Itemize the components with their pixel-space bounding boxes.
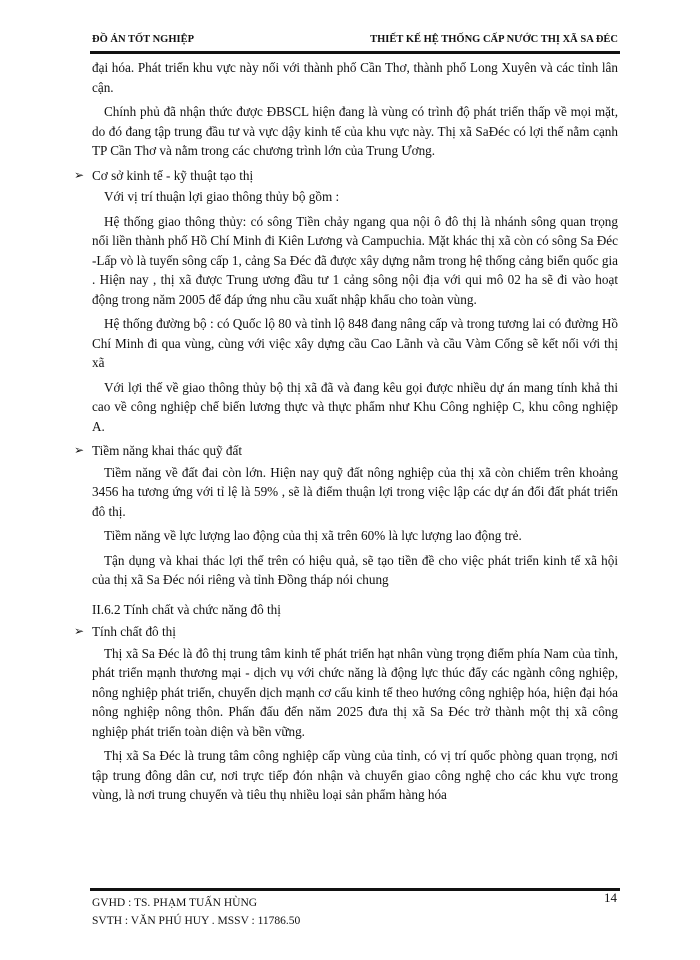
page-header <box>92 34 618 50</box>
section-heading: II.6.2 Tính chất và chức năng đô thị <box>92 601 281 617</box>
paragraph: Thị xã Sa Đéc là trung tâm công nghiệp cấp vùng của tỉnh, có vị trí quốc phòng quan trọng, nơi tập trung đông dân cư, nơi trực tiếp đón nhận và chuyển giao công nghệ cho các khu vực trong vùng, là nơi trung chuyển và tiêu thụ nhiều loại sản phẩm hàng hóa <box>92 748 618 802</box>
arrow-bullet-icon: ➢ <box>74 624 85 638</box>
bullet-heading <box>74 622 618 642</box>
footer-student: SVTH : VĂN PHÚ HUY . MSSV : 11786.50 <box>92 915 301 927</box>
arrow-bullet-icon: ➢ <box>74 443 85 457</box>
page-body <box>74 58 618 810</box>
bullet-heading-text: Cơ sở kinh tế - kỹ thuật tạo thị <box>92 167 254 183</box>
header-divider <box>90 51 620 54</box>
footer-divider <box>90 888 620 891</box>
paragraph: Với vị trí thuận lợi giao thông thủy bộ gồm : <box>104 189 340 204</box>
arrow-bullet-icon: ➢ <box>74 167 85 182</box>
paragraph: đại hóa. Phát triển khu vực này nối với thành phố Cần Thơ, thành phố Long Xuyên và các tỉnh lân cận. <box>92 60 618 95</box>
paragraph: Hệ thống đường bộ : có Quốc lộ 80 và tỉnh lộ 848 đang nâng cấp và trong tương lai có đường Hồ Chí Minh đi qua vùng, cùng với việc xây dựng cầu Cao Lãnh và cầu Vàm Cống sẽ kết nối với thị xã <box>92 316 618 370</box>
footer-supervisor: GVHD : TS. PHẠM TUẤN HÙNG <box>92 897 258 909</box>
paragraph: Tận dụng và khai thác lợi thế trên có hiệu quả, sẽ tạo tiền đề cho việc phát triển kinh tế xã hội của thị xã Sa Đéc nói riêng và tỉnh Đồng tháp nói chung <box>92 552 618 587</box>
header-left-title: ĐỒ ÁN TỐT NGHIỆP <box>92 34 195 45</box>
paragraph: Tiềm năng về lực lượng lao động của thị xã trên 60% là lực lượng lao động trẻ. <box>104 528 522 543</box>
header-right-title: THIẾT KẾ HỆ THỐNG CẤP NƯỚC THỊ XÃ SA ĐÉC <box>370 34 618 45</box>
paragraph: Tiềm năng về đất đai còn lớn. Hiện nay quỹ đất nông nghiệp của thị xã còn chiếm trên khoảng 3456 ha tương ứng với tỉ lệ là 59% , sẽ là điểm thuận lợi trong việc lập các dự án đổi đất phát triển đô thị. <box>92 464 618 519</box>
bullet-heading-text: Tiềm năng khai thác quỹ đất <box>92 443 243 458</box>
bullet-heading-text: Tính chất đô thị <box>92 624 176 639</box>
paragraph: Chính phủ đã nhận thức được ĐBSCL hiện đang là vùng có trình độ phát triển thấp về mọi mặt, do đó đang tập trung đầu tư và vực dậy kinh tế của khu vực này. Thị xã SaĐéc có lợi thế nằm cạnh TP Cần Thơ và nằm trong các chương trình lớn của Trung Ương. <box>92 104 618 158</box>
paragraph: Thị xã Sa Đéc là đô thị trung tâm kinh tế phát triển hạt nhân vùng trọng điểm phía Nam của tỉnh, phát triển mạnh thương mại - dịch vụ với chức năng là động lực thúc đẩy các ngành công nghiệp, nông nghiệp phát triển, chuyển dịch mạnh cơ cấu kinh tế theo hướng công nghiệp hóa, hiện đại hóa nông nghiệp nông thôn. Phấn đấu đến năm 2025 đưa thị xã Sa Đéc trở thành một thị xã công nghiệp phát triển toàn diện và bền vững. <box>92 645 618 739</box>
page-footer <box>92 894 300 930</box>
paragraph: Hệ thống giao thông thủy: có sông Tiền chảy ngang qua nội ô đô thị là nhánh sông quan trọng nối liền thành phố Hồ Chí Minh đi Kiên Lương và Campuchia. Mặt khác thị xã còn có sông Sa Đéc -Lấp vò là tuyến sông cấp 1, cảng Sa Đéc đã được xây dựng nằm trong hệ thống cảng biển quốc gia . Hiện nay , thị xã được Trung ương đầu tư 1 cảng sông nội địa với qui mô 02 ha sẽ đi vào hoạt động trong năm 2005 để đáp ứng nhu cầu xuất nhập khẩu cho toàn vùng. <box>92 213 618 307</box>
bullet-heading <box>74 441 618 461</box>
page-number: 14 <box>604 890 617 905</box>
bullet-heading <box>74 166 618 186</box>
paragraph: Với lợi thế về giao thông thủy bộ thị xã đã và đang kêu gọi được nhiều dự án mang tính khả thi cao về công nghiệp chế biến lương thực và thực phẩm như Khu Công nghiệp C, khu công nghiệp A. <box>92 379 618 434</box>
